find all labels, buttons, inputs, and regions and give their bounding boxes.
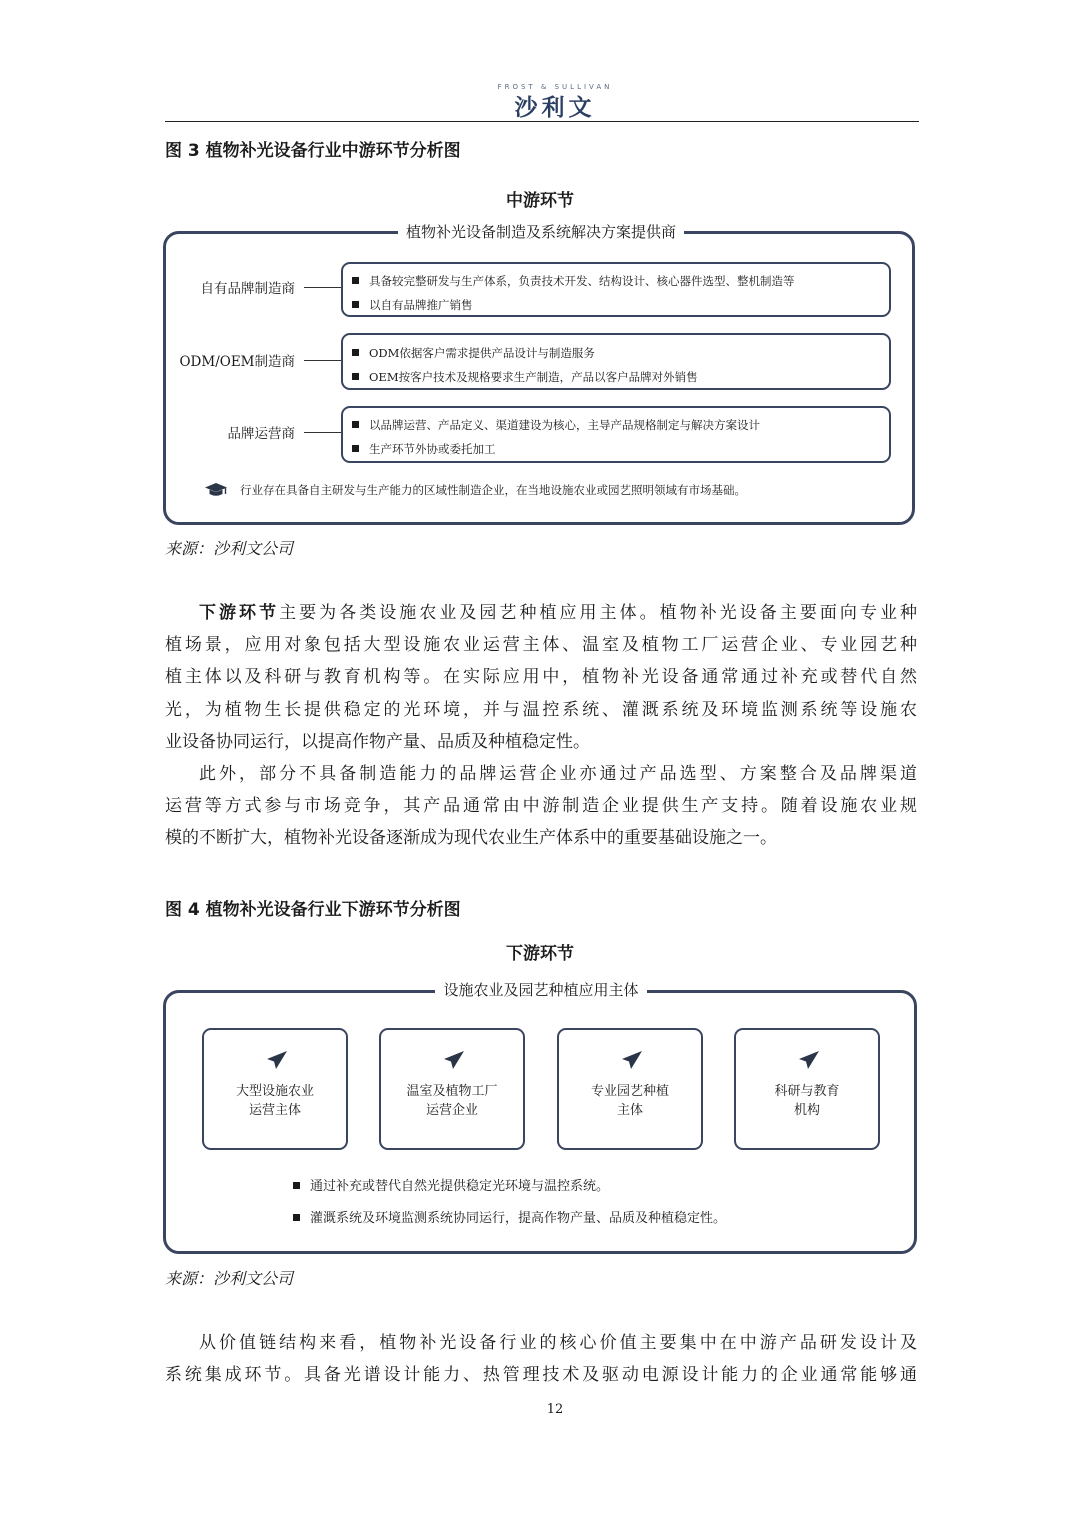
bullet-square-icon (352, 373, 359, 380)
paragraph-line: 植主体以及科研与教育机构等。在实际应用中，植物补光设备通常通过补充或替代自然 (165, 667, 917, 688)
card-line: 大型设施农业 (235, 1084, 314, 1099)
card-horticulture (557, 1028, 703, 1150)
bullet-square-icon (352, 301, 359, 308)
card-line: 温室及植物工厂 (406, 1084, 498, 1099)
graduation-cap-icon (204, 482, 228, 498)
emphasis-term: 下游环节 (199, 603, 280, 623)
figure4-source: 来源：沙利文公司 (165, 1269, 294, 1288)
figure4-heading: 下游环节 (506, 944, 574, 964)
paragraph-line: 从价值链结构来看，植物补光设备行业的核心价值主要集中在中游产品研发设计及 (199, 1333, 917, 1353)
bullet-square-icon (352, 445, 359, 452)
paragraph-line: 下游环节主要为各类设施农业及园艺种植应用主体。植物补光设备主要面向专业种 (199, 603, 918, 623)
bullet-item: 通过补充或替代自然光提供稳定光环境与温控系统。 (293, 1175, 609, 1194)
bullet-item: 以品牌运营、产品定义、渠道建设为核心，主导产品规格制定与解决方案设计 (352, 417, 760, 433)
paper-plane-icon (266, 1050, 288, 1070)
row-connector (304, 360, 341, 361)
page-number: 12 (546, 1402, 564, 1417)
bullet-item: 生产环节外协或委托加工 (352, 441, 496, 457)
card-line: 主体 (616, 1103, 643, 1118)
figure3-frame-label: 植物补光设备制造及系统解决方案提供商 (165, 221, 917, 242)
bullet-square-icon (293, 1182, 300, 1189)
bullet-item: 具备较完整研发与生产体系，负责技术开发、结构设计、核心器件选型、整机制造等 (352, 273, 795, 289)
paragraph-line: 业设备协同运行，以提高作物产量、品质及种植稳定性。 (165, 731, 590, 752)
card-line: 运营企业 (425, 1103, 478, 1118)
paragraph-value-chain (165, 1327, 917, 1391)
paper-plane-icon (621, 1050, 643, 1070)
bullet-item: 灌溉系统及环境监测系统协同运行，提高作物产量、品质及种植稳定性。 (293, 1207, 726, 1226)
card-line: 运营主体 (248, 1103, 301, 1118)
paragraph-downstream (165, 597, 917, 758)
row-connector (304, 287, 341, 288)
paragraph-line: 模的不断扩大，植物补光设备逐渐成为现代农业生产体系中的重要基础设施之一。 (165, 828, 777, 849)
bullet-square-icon (352, 349, 359, 356)
card-line: 机构 (793, 1103, 820, 1118)
figure4-title: 图 4 植物补光设备行业下游环节分析图 (165, 900, 461, 920)
header-divider (165, 121, 919, 122)
paragraph-line: 此外，部分不具备制造能力的品牌运营企业亦通过产品选型、方案整合及品牌渠道 (199, 764, 917, 784)
paragraph-line: 运营等方式参与市场竞争，其产品通常由中游制造企业提供生产支持。随着设施农业规 (165, 796, 917, 817)
bullet-square-icon (352, 277, 359, 284)
paragraph-brand-operators (165, 758, 917, 855)
card-greenhouse (379, 1028, 525, 1150)
paragraph-line: 系统集成环节。具备光谱设计能力、热管理技术及驱动电源设计能力的企业通常能够通 (165, 1365, 917, 1386)
bullet-square-icon (293, 1214, 300, 1221)
bullet-item: 以自有品牌推广销售 (352, 297, 473, 313)
bullet-item: ODM依据客户需求提供产品设计与制造服务 (352, 345, 595, 361)
paper-plane-icon (798, 1050, 820, 1070)
bullet-square-icon (352, 421, 359, 428)
figure3-title: 图 3 植物补光设备行业中游环节分析图 (165, 141, 461, 161)
card-line: 科研与教育 (774, 1084, 840, 1099)
card-research-education (734, 1028, 880, 1150)
card-large-facility (202, 1028, 348, 1150)
figure4-frame-label: 设施农业及园艺种植应用主体 (165, 979, 917, 1000)
bullet-item: OEM按客户技术及规格要求生产制造，产品以客户品牌对外销售 (352, 369, 698, 385)
card-line: 专业园艺种植 (590, 1084, 669, 1099)
row-label-odm-oem: ODM/OEM制造商 (179, 354, 295, 370)
paper-plane-icon (443, 1050, 465, 1070)
figure3-heading: 中游环节 (506, 191, 574, 211)
paragraph-line: 植场景，应用对象包括大型设施农业运营主体、温室及植物工厂运营企业、专业园艺种 (165, 635, 917, 656)
brand-english: FROST & SULLIVAN (497, 83, 613, 91)
brand-logo-text: 沙利文 (514, 95, 596, 121)
row-connector (304, 432, 341, 433)
figure3-source: 来源：沙利文公司 (165, 539, 294, 558)
row-label-brand-operator: 品牌运营商 (227, 426, 295, 442)
paragraph-line: 光，为植物生长提供稳定的光环境，并与温控系统、灌溉系统及环境监测系统等设施农 (165, 699, 917, 720)
figure3-note: 行业存在具备自主研发与生产能力的区域性制造企业，在当地设施农业或园艺照明领域有市场基础。 (240, 483, 746, 497)
row-label-own-brand: 自有品牌制造商 (200, 281, 295, 297)
